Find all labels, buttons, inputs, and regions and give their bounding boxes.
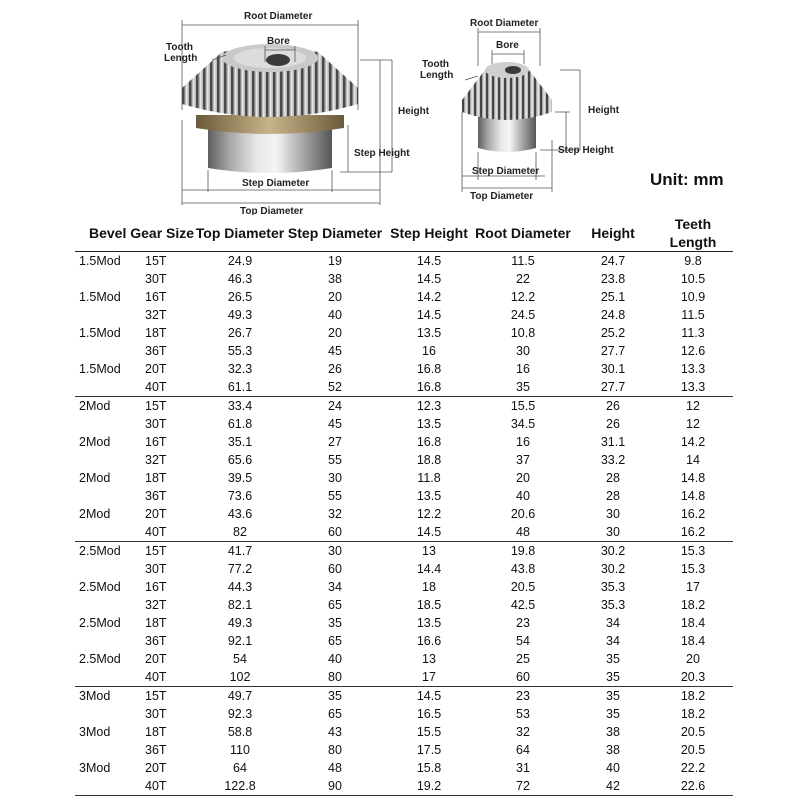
cell-mod [75, 415, 143, 433]
cell-step-diameter: 90 [285, 777, 385, 796]
table-row [75, 397, 733, 416]
cell-teeth: 18T [145, 616, 167, 630]
cell-top-diameter: 110 [230, 743, 250, 757]
table-body [75, 252, 733, 796]
table-row [75, 614, 733, 632]
cell-step-diameter: 30 [328, 544, 342, 558]
table-row [75, 252, 733, 271]
cell-step-height: 18.5 [416, 598, 442, 612]
cell-mod [75, 523, 143, 542]
cell-step-height: 16 [422, 344, 436, 358]
table-row [75, 288, 733, 306]
header-height: Height [591, 224, 635, 241]
cell-mod: 2Mod [79, 399, 111, 413]
small-tooth-label-line1: Tooth [422, 59, 450, 70]
table-header-row [75, 214, 733, 252]
table-row [75, 306, 733, 324]
cell-step-diameter: 19 [328, 254, 342, 268]
cell-teeth-length: 16.2 [653, 523, 733, 542]
cell-root-diameter: 11.5 [511, 254, 535, 268]
cell-teeth: 32T [145, 308, 167, 322]
cell-step-height: 18 [422, 580, 436, 594]
cell-teeth: 20T [145, 652, 167, 666]
cell-teeth: 32T [145, 453, 167, 467]
cell-step-diameter: 65 [328, 634, 342, 648]
cell-root-diameter: 32 [516, 725, 530, 739]
cell-step-diameter: 60 [328, 562, 342, 576]
cell-height: 24.7 [600, 254, 626, 268]
cell-teeth: 15T [145, 689, 167, 703]
cell-root-diameter: 35 [473, 378, 573, 397]
table-row [75, 505, 733, 523]
cell-height: 35.3 [600, 598, 626, 612]
large-step-diameter-label: Step Diameter [242, 178, 310, 189]
cell-top-diameter: 61.1 [195, 378, 285, 397]
cell-step-diameter: 55 [328, 489, 342, 503]
cell-root-diameter: 64 [516, 743, 530, 757]
table-row [75, 523, 733, 542]
cell-mod [75, 705, 143, 723]
cell-teeth: 20T [145, 362, 167, 376]
cell-teeth: 40T [143, 668, 195, 687]
cell-root-diameter: 20.5 [510, 580, 536, 594]
cell-top-diameter: 39.5 [227, 471, 253, 485]
cell-teeth: 36T [145, 634, 167, 648]
small-top-diameter-label: Top Diameter [470, 191, 534, 202]
cell-teeth: 18T [145, 471, 167, 485]
table-row [75, 378, 733, 397]
cell-step-diameter: 27 [328, 435, 342, 449]
cell-root-diameter: 31 [516, 761, 530, 775]
cell-step-height: 16.8 [416, 362, 442, 376]
cell-top-diameter: 35.1 [227, 435, 253, 449]
cell-mod: 2.5Mod [79, 652, 121, 666]
cell-teeth-length: 14 [686, 453, 700, 467]
cell-mod: 3Mod [79, 689, 111, 703]
cell-height: 25.2 [600, 326, 626, 340]
cell-mod: 1.5Mod [79, 290, 121, 304]
cell-step-diameter: 80 [285, 668, 385, 687]
cell-teeth-length: 20.3 [653, 668, 733, 687]
header-root-diameter: Root Diameter [475, 224, 571, 241]
table-row [75, 723, 733, 741]
cell-height: 40 [606, 761, 620, 775]
cell-mod [75, 632, 143, 650]
table-row [75, 487, 733, 505]
cell-height: 35 [606, 689, 620, 703]
cell-top-diameter: 73.6 [227, 489, 253, 503]
header-step-height: Step Height [390, 224, 468, 241]
cell-step-diameter: 55 [328, 453, 342, 467]
cell-teeth: 20T [145, 507, 167, 521]
cell-step-diameter: 43 [328, 725, 342, 739]
cell-teeth-length: 14.8 [680, 471, 706, 485]
cell-top-diameter: 82 [195, 523, 285, 542]
cell-step-diameter: 80 [328, 743, 342, 757]
cell-top-diameter: 33.4 [227, 399, 253, 413]
cell-root-diameter: 20.6 [510, 507, 536, 521]
cell-teeth-length: 20 [686, 652, 700, 666]
cell-teeth-length: 18.2 [680, 707, 706, 721]
cell-root-diameter: 16 [516, 362, 530, 376]
table-row [75, 270, 733, 288]
cell-root-diameter: 37 [516, 453, 530, 467]
cell-step-diameter: 30 [328, 471, 342, 485]
cell-teeth-length: 15.3 [680, 562, 706, 576]
cell-root-diameter: 40 [516, 489, 530, 503]
cell-step-height: 15.8 [416, 761, 442, 775]
cell-step-diameter: 20 [328, 290, 342, 304]
cell-mod [75, 270, 143, 288]
cell-mod: 2Mod [79, 471, 111, 485]
cell-teeth: 16T [145, 290, 167, 304]
cell-height: 34 [606, 616, 620, 630]
cell-mod: 2.5Mod [79, 616, 121, 630]
cell-step-height: 16.8 [416, 435, 442, 449]
small-root-diameter-label: Root Diameter [470, 18, 539, 29]
cell-step-diameter: 45 [328, 344, 342, 358]
cell-step-height: 17 [385, 668, 473, 687]
cell-top-diameter: 49.3 [227, 308, 253, 322]
cell-mod [75, 306, 143, 324]
small-height-label: Height [588, 105, 620, 116]
cell-height: 24.8 [600, 308, 626, 322]
cell-teeth-length: 13.3 [653, 378, 733, 397]
cell-teeth-length: 20.5 [680, 743, 706, 757]
cell-step-height: 14.5 [416, 272, 442, 286]
cell-step-height: 14.5 [416, 689, 442, 703]
cell-top-diameter: 64 [233, 761, 247, 775]
large-tooth-label-line1: Tooth [166, 42, 194, 53]
table-row [75, 687, 733, 706]
cell-step-height: 13 [422, 652, 436, 666]
cell-teeth-length: 20.5 [680, 725, 706, 739]
cell-top-diameter: 41.7 [227, 544, 253, 558]
cell-teeth: 40T [143, 378, 195, 397]
cell-teeth-length: 11.3 [681, 326, 705, 340]
table-row [75, 668, 733, 687]
cell-teeth: 30T [145, 562, 167, 576]
cell-step-diameter: 26 [328, 362, 342, 376]
cell-top-diameter: 32.3 [227, 362, 253, 376]
cell-mod [75, 596, 143, 614]
header-step-diameter: Step Diameter [287, 224, 383, 241]
cell-mod: 2.5Mod [79, 544, 121, 558]
cell-height: 30 [606, 507, 620, 521]
cell-mod: 2.5Mod [79, 580, 121, 594]
cell-top-diameter: 43.6 [227, 507, 253, 521]
cell-root-diameter: 16 [516, 435, 530, 449]
table-row [75, 596, 733, 614]
cell-step-height: 17.5 [416, 743, 442, 757]
large-bore-label: Bore [267, 36, 290, 47]
large-tooth-label-line2: Length [164, 53, 198, 64]
cell-teeth-length: 14.8 [680, 489, 706, 503]
cell-teeth: 36T [145, 489, 167, 503]
cell-teeth-length: 12 [686, 417, 700, 431]
cell-height: 42 [573, 777, 653, 796]
cell-height: 35 [606, 652, 620, 666]
cell-height: 28 [606, 471, 620, 485]
cell-root-diameter: 20 [516, 471, 530, 485]
cell-root-diameter: 15.5 [510, 399, 536, 413]
cell-teeth-length: 17 [686, 580, 700, 594]
cell-teeth: 36T [145, 344, 167, 358]
cell-height: 35 [573, 668, 653, 687]
cell-step-height: 16.8 [385, 378, 473, 397]
cell-height: 35.3 [600, 580, 626, 594]
large-root-diameter-label: Root Diameter [244, 11, 313, 22]
cell-teeth: 40T [143, 523, 195, 542]
cell-top-diameter: 82.1 [227, 598, 253, 612]
cell-step-height: 14.5 [385, 523, 473, 542]
cell-top-diameter: 26.7 [227, 326, 253, 340]
cell-teeth-length: 9.8 [684, 254, 702, 268]
cell-step-height: 13 [422, 544, 436, 558]
cell-step-height: 14.5 [416, 308, 442, 322]
large-gear-image [182, 44, 358, 173]
cell-teeth: 15T [145, 399, 167, 413]
cell-root-diameter: 54 [516, 634, 530, 648]
table-row [75, 741, 733, 759]
cell-mod: 1.5Mod [79, 326, 121, 340]
cell-step-height: 14.2 [416, 290, 442, 304]
large-top-diameter-label: Top Diameter [240, 206, 304, 215]
cell-teeth-length: 13.3 [680, 362, 706, 376]
cell-step-height: 13.5 [416, 417, 442, 431]
cell-teeth: 40T [143, 777, 195, 796]
cell-mod [75, 342, 143, 360]
table-row [75, 324, 733, 342]
large-step-height-label: Step Height [354, 148, 410, 159]
cell-step-height: 18.8 [416, 453, 442, 467]
large-height-label: Height [398, 106, 430, 117]
cell-mod: 1.5Mod [79, 254, 121, 268]
small-gear-image [462, 62, 552, 152]
cell-teeth: 16T [145, 435, 167, 449]
cell-teeth: 36T [145, 743, 167, 757]
cell-teeth-length: 14.2 [680, 435, 706, 449]
cell-teeth-length: 15.3 [680, 544, 706, 558]
cell-teeth: 18T [145, 725, 167, 739]
cell-step-diameter: 32 [328, 507, 342, 521]
cell-step-height: 19.2 [385, 777, 473, 796]
cell-mod [75, 560, 143, 578]
table-row [75, 777, 733, 796]
cell-step-diameter: 24 [328, 399, 342, 413]
cell-teeth: 15T [145, 544, 167, 558]
cell-mod [75, 777, 143, 796]
header-top-diameter: Top Diameter [195, 224, 285, 241]
table-row [75, 433, 733, 451]
cell-height: 27.7 [573, 378, 653, 397]
table-row [75, 759, 733, 777]
cell-top-diameter: 54 [233, 652, 247, 666]
cell-step-height: 16.5 [416, 707, 442, 721]
cell-teeth-length: 10.9 [680, 290, 706, 304]
cell-step-height: 12.2 [416, 507, 442, 521]
cell-root-diameter: 72 [473, 777, 573, 796]
cell-height: 34 [606, 634, 620, 648]
cell-height: 26 [606, 399, 620, 413]
cell-mod: 1.5Mod [79, 362, 121, 376]
cell-top-diameter: 61.8 [227, 417, 253, 431]
small-step-diameter-label: Step Diameter [472, 166, 540, 177]
cell-root-diameter: 42.5 [510, 598, 536, 612]
cell-teeth-length: 12.6 [680, 344, 706, 358]
cell-top-diameter: 65.6 [227, 453, 253, 467]
cell-height: 38 [606, 743, 620, 757]
cell-teeth-length: 18.2 [680, 689, 706, 703]
cell-height: 25.1 [600, 290, 626, 304]
table-row [75, 578, 733, 596]
cell-root-diameter: 10.8 [510, 326, 536, 340]
cell-height: 31.1 [600, 435, 626, 449]
cell-teeth-length: 22.6 [653, 777, 733, 796]
table-row [75, 632, 733, 650]
cell-step-diameter: 35 [328, 616, 342, 630]
cell-step-diameter: 40 [328, 308, 342, 322]
cell-step-diameter: 52 [285, 378, 385, 397]
cell-root-diameter: 30 [516, 344, 530, 358]
cell-mod: 2Mod [79, 435, 111, 449]
cell-teeth: 30T [145, 417, 167, 431]
cell-teeth-length: 18.4 [680, 616, 706, 630]
cell-teeth-length: 10.5 [680, 272, 706, 286]
cell-height: 27.7 [600, 344, 626, 358]
cell-teeth: 30T [145, 707, 167, 721]
cell-mod: 3Mod [79, 725, 111, 739]
cell-top-diameter: 49.7 [227, 689, 253, 703]
table-row [75, 560, 733, 578]
cell-top-diameter: 49.3 [227, 616, 253, 630]
cell-top-diameter: 77.2 [227, 562, 253, 576]
cell-top-diameter: 46.3 [227, 272, 253, 286]
cell-step-diameter: 38 [328, 272, 342, 286]
cell-root-diameter: 24.5 [510, 308, 536, 322]
table-row [75, 705, 733, 723]
cell-mod: 3Mod [79, 761, 111, 775]
cell-teeth-length: 18.4 [680, 634, 706, 648]
cell-root-diameter: 23 [516, 616, 530, 630]
cell-root-diameter: 53 [516, 707, 530, 721]
cell-height: 38 [606, 725, 620, 739]
cell-root-diameter: 60 [473, 668, 573, 687]
table-row [75, 542, 733, 561]
cell-mod [75, 668, 143, 687]
cell-height: 26 [606, 417, 620, 431]
cell-height: 30.2 [600, 544, 626, 558]
cell-teeth: 20T [145, 761, 167, 775]
bevel-gear-spec-table [75, 214, 733, 796]
cell-root-diameter: 43.8 [510, 562, 536, 576]
cell-height: 30 [573, 523, 653, 542]
cell-top-diameter: 122.8 [195, 777, 285, 796]
cell-mod [75, 487, 143, 505]
cell-step-diameter: 48 [328, 761, 342, 775]
table-row [75, 650, 733, 668]
cell-height: 35 [606, 707, 620, 721]
cell-root-diameter: 23 [516, 689, 530, 703]
cell-step-height: 14.4 [416, 562, 442, 576]
cell-root-diameter: 25 [516, 652, 530, 666]
cell-height: 33.2 [600, 453, 626, 467]
cell-mod: 2Mod [79, 507, 111, 521]
table-row [75, 451, 733, 469]
cell-step-height: 15.5 [416, 725, 442, 739]
cell-step-diameter: 65 [328, 598, 342, 612]
table-row [75, 360, 733, 378]
cell-teeth: 18T [145, 326, 167, 340]
cell-root-diameter: 34.5 [510, 417, 536, 431]
cell-root-diameter: 19.8 [510, 544, 536, 558]
cell-mod [75, 451, 143, 469]
cell-step-diameter: 35 [328, 689, 342, 703]
cell-step-height: 11.8 [417, 471, 441, 485]
cell-step-diameter: 20 [328, 326, 342, 340]
unit-label: Unit: mm [650, 170, 724, 189]
header-teeth-length: Teeth Length [669, 215, 717, 250]
cell-teeth: 30T [145, 272, 167, 286]
cell-mod [75, 741, 143, 759]
cell-height: 30.1 [600, 362, 626, 376]
small-bore-label: Bore [496, 40, 519, 51]
table-row [75, 469, 733, 487]
cell-teeth-length: 22.2 [680, 761, 706, 775]
cell-step-diameter: 45 [328, 417, 342, 431]
cell-step-height: 14.5 [416, 254, 442, 268]
cell-step-height: 16.6 [416, 634, 442, 648]
cell-height: 30.2 [600, 562, 626, 576]
small-tooth-label-line2: Length [420, 70, 454, 81]
cell-top-diameter: 24.9 [227, 254, 253, 268]
cell-teeth: 16T [145, 580, 167, 594]
table-row [75, 342, 733, 360]
cell-teeth-length: 12 [686, 399, 700, 413]
cell-step-height: 13.5 [416, 326, 442, 340]
cell-top-diameter: 102 [195, 668, 285, 687]
cell-top-diameter: 92.1 [227, 634, 253, 648]
cell-step-height: 13.5 [416, 616, 442, 630]
cell-root-diameter: 48 [473, 523, 573, 542]
cell-top-diameter: 26.5 [227, 290, 253, 304]
cell-top-diameter: 55.3 [227, 344, 253, 358]
cell-top-diameter: 44.3 [227, 580, 253, 594]
cell-teeth-length: 11.5 [681, 308, 705, 322]
cell-step-height: 13.5 [416, 489, 442, 503]
cell-mod [75, 378, 143, 397]
cell-step-diameter: 65 [328, 707, 342, 721]
cell-step-diameter: 60 [285, 523, 385, 542]
cell-teeth: 15T [145, 254, 167, 268]
small-step-height-label: Step Height [558, 145, 614, 156]
cell-root-diameter: 22 [516, 272, 530, 286]
cell-top-diameter: 58.8 [227, 725, 253, 739]
cell-step-height: 12.3 [416, 399, 442, 413]
cell-step-diameter: 34 [328, 580, 342, 594]
cell-top-diameter: 92.3 [227, 707, 253, 721]
cell-teeth-length: 18.2 [680, 598, 706, 612]
cell-step-diameter: 40 [328, 652, 342, 666]
cell-teeth-length: 16.2 [680, 507, 706, 521]
table-row [75, 415, 733, 433]
cell-height: 28 [606, 489, 620, 503]
header-size: Bevel Gear Size [89, 224, 195, 241]
cell-height: 23.8 [600, 272, 626, 286]
cell-teeth: 32T [145, 598, 167, 612]
cell-root-diameter: 12.2 [510, 290, 536, 304]
